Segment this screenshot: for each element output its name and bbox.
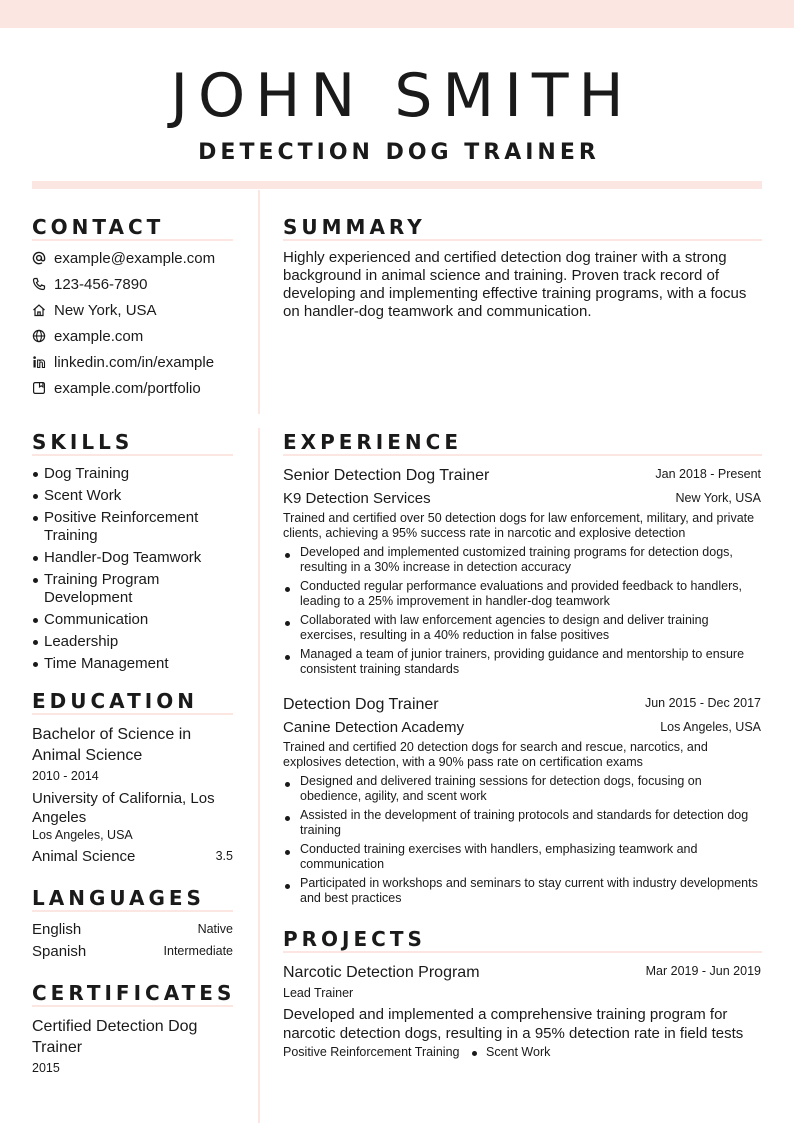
portfolio-icon [32, 381, 46, 395]
job-dates: Jan 2018 - Present [655, 467, 761, 481]
job-company: Canine Detection Academy [283, 719, 464, 736]
languages-heading: LANGUAGES [32, 886, 205, 910]
projects-heading: PROJECTS [283, 927, 426, 951]
experience-rule [283, 454, 762, 456]
project-role: Lead Trainer [283, 986, 354, 1000]
education-degree: Bachelor of Science in Animal Science [32, 726, 192, 764]
job-bullet: Assisted in the development of training protocols and standards for detection dog training [283, 808, 761, 838]
certificate-year: 2015 [32, 1061, 60, 1075]
experience-heading: EXPERIENCE [283, 430, 462, 454]
education-dates: 2010 - 2014 [32, 769, 99, 783]
contact-heading: CONTACT [32, 215, 165, 239]
language-name: English [32, 921, 82, 938]
contact-linkedin[interactable] [32, 352, 242, 372]
project-name: Narcotic Detection Program [283, 964, 480, 981]
contact-rule [32, 239, 233, 241]
job-description: Trained and certified 20 detection dogs for search and rescue, narcotics, and explosives detection, with a 90% pass rate on certification exams [283, 740, 708, 769]
education-gpa: 3.5 [215, 849, 233, 863]
contact-portfolio-text: example.com/portfolio [54, 379, 201, 397]
job-location: Los Angeles, USA [660, 720, 761, 734]
summary-rule [283, 239, 762, 241]
job-bullet: Conducted training exercises with handlers, emphasizing teamwork and communication [283, 842, 761, 872]
job-title: Detection Dog Trainer [283, 696, 439, 713]
summary-text: Highly experienced and certified detection dog trainer with a strong background in animal science and training. Proven track record of developing and implementing effective training programs, with a focus on handler-dog teamwork and communication. [283, 249, 747, 320]
contact-linkedin-text: linkedin.com/in/example [54, 353, 215, 371]
education-school: University of California, Los Angeles [32, 790, 215, 826]
job-bullet: Designed and delivered training sessions for detection dogs, focusing on obedience, agility, and scent work [283, 774, 761, 804]
project-tag: Positive Reinforcement Training [283, 1045, 460, 1059]
certificates-heading: CERTIFICATES [32, 981, 236, 1005]
at-sign-icon [32, 251, 46, 265]
job-location: New York, USA [675, 491, 761, 505]
contact-location-text: New York, USA [54, 301, 157, 319]
contact-email-text: example@example.com [54, 249, 216, 267]
education-rule [32, 713, 233, 715]
column-divider-bottom [258, 428, 260, 1123]
languages-rule [32, 910, 233, 912]
contact-location [32, 300, 242, 320]
education-heading: EDUCATION [32, 689, 198, 713]
contact-portfolio[interactable] [32, 378, 242, 398]
language-level: Native [197, 922, 233, 936]
skill-item: Positive Reinforcement Training [32, 509, 232, 545]
column-divider-top [258, 190, 260, 414]
contact-email[interactable] [32, 248, 242, 268]
job-bullet: Conducted regular performance evaluations and provided feedback to handlers, leading to a 25% improvement in handler-dog teamwork [283, 579, 761, 609]
language-name: Spanish [32, 943, 87, 960]
contact-phone[interactable] [32, 274, 242, 294]
skills-heading: SKILLS [32, 430, 134, 454]
job-description: Trained and certified over 50 detection dogs for law enforcement, military, and private clients, achieving a 95% success rate in narcotic and explosive detection [283, 511, 755, 540]
education-field: Animal Science [32, 848, 136, 865]
globe-icon [32, 329, 46, 343]
skills-rule [32, 454, 233, 456]
linkedin-icon [32, 355, 46, 369]
projects-rule [283, 951, 762, 953]
job-bullet: Managed a team of junior trainers, providing guidance and mentorship to ensure consistent training standards [283, 647, 761, 677]
certificate-name: Certified Detection Dog Trainer [32, 1018, 198, 1056]
phone-icon [32, 277, 46, 291]
candidate-name: JOHN SMITH [170, 61, 634, 131]
project-tag: Scent Work [486, 1045, 551, 1059]
skill-item: Handler-Dog Teamwork [32, 549, 232, 567]
job-bullet: Participated in workshops and seminars to stay current with industry developments and best practices [283, 876, 761, 906]
contact-phone-text: 123-456-7890 [54, 275, 148, 293]
contact-website-text: example.com [54, 327, 144, 345]
header-divider [32, 181, 762, 189]
home-icon [32, 303, 46, 317]
project-description: Developed and implemented a comprehensive training program for narcotic detection dogs, resulting in a 95% detection rate in field tests [283, 1006, 744, 1042]
contact-website[interactable] [32, 326, 242, 346]
skill-item: Scent Work [32, 487, 232, 505]
language-level: Intermediate [163, 944, 233, 958]
education-location: Los Angeles, USA [32, 828, 133, 842]
skill-item: Time Management [32, 655, 232, 673]
tag-separator [472, 1051, 477, 1056]
skill-item: Training Program Development [32, 571, 232, 607]
certificates-rule [32, 1005, 233, 1007]
job-bullet: Collaborated with law enforcement agencies to design and deliver training exercises, resulting in a 40% reduction in false positives [283, 613, 761, 643]
job-title: Senior Detection Dog Trainer [283, 467, 490, 484]
job-bullet: Developed and implemented customized training programs for detection dogs, resulting in a 30% increase in detection accuracy [283, 545, 761, 575]
skill-item: Communication [32, 611, 232, 629]
job-dates: Jun 2015 - Dec 2017 [644, 696, 761, 710]
top-accent-band [0, 0, 794, 28]
candidate-title: DETECTION DOG TRAINER [198, 140, 600, 165]
project-dates: Mar 2019 - Jun 2019 [645, 964, 761, 978]
skill-item: Dog Training [32, 465, 232, 483]
job-company: K9 Detection Services [283, 490, 431, 507]
summary-heading: SUMMARY [283, 215, 426, 239]
skill-item: Leadership [32, 633, 232, 651]
